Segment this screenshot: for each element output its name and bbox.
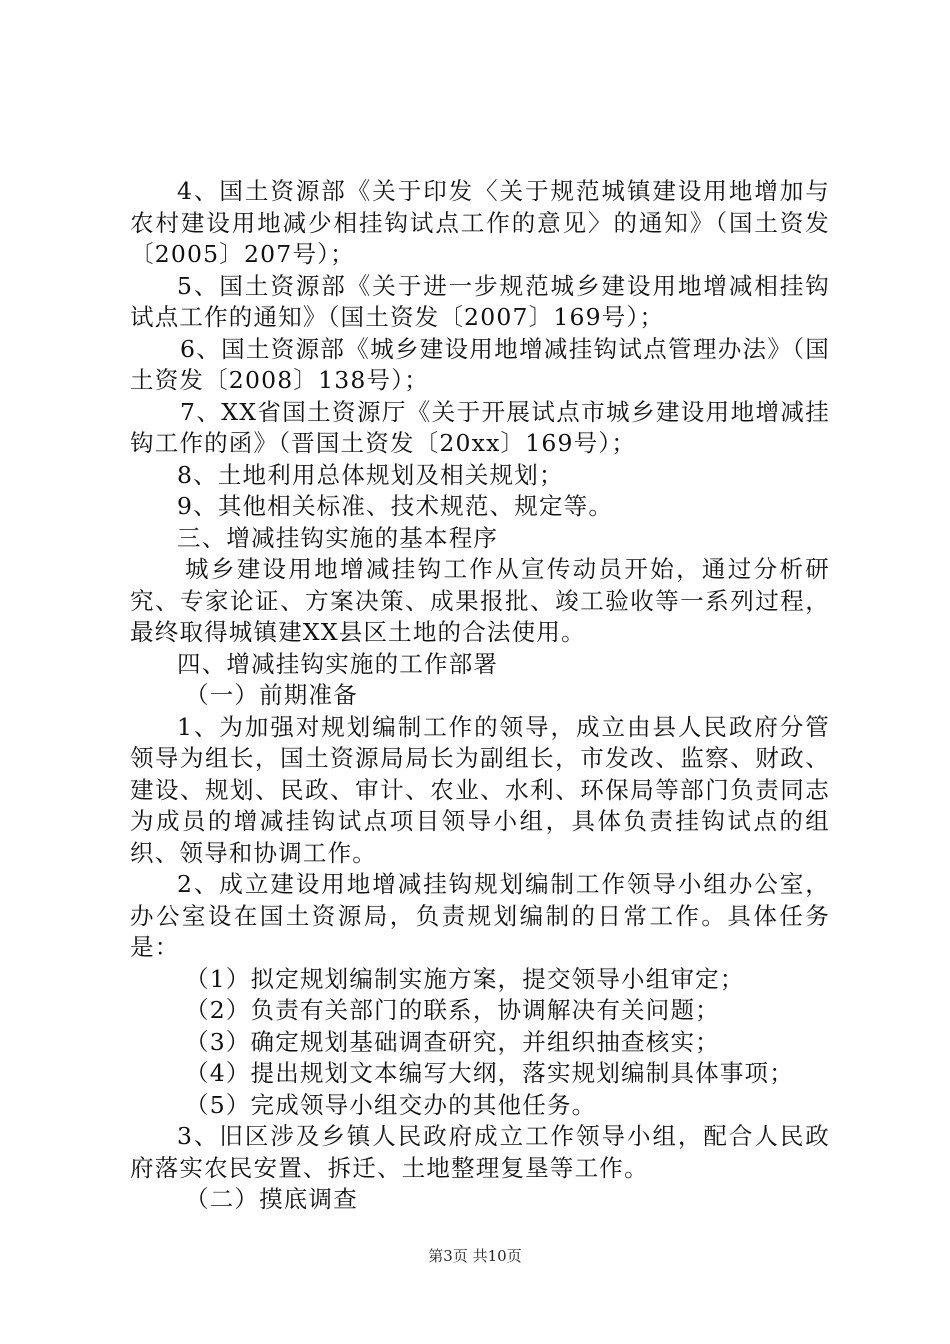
task-item-2: （2）负责有关部门的联系，协调解决有关问题； [185, 996, 720, 1024]
task-item-5: （5）完成领导小组交办的其他任务。 [185, 1090, 597, 1119]
paragraph-ref-6: 6、国土资源部《城乡建设用地增减挂钩试点管理办法》（国土资发〔2008〕138号）； [130, 334, 830, 394]
paragraph-ref-8: 8、土地利用总体规划及相关规划； [177, 460, 564, 489]
task-item-3: （3）确定规划基础调查研究，并组织抽查核实； [185, 1027, 720, 1056]
paragraph-ref-4: 4、国土资源部《关于印发〈关于规范城镇建设用地增加与农村建设用地减少相挂钩试点工作的意见〉的通知》（国土资发〔2005〕207号）； [130, 177, 830, 268]
paragraph-ref-7: 7、XX省国土资源厅《关于开展试点市城乡建设用地增减挂钩工作的函》（晋国土资发〔20xx〕169号）； [130, 397, 830, 457]
section-heading-4: 四、增减挂钩实施的工作部署 [177, 649, 499, 678]
paragraph-item-1: 1、为加强对规划编制工作的领导，成立由县人民政府分管领导为组长，国土资源局局长为副组长，市发改、监察、财政、建设、规划、民政、审计、农业、水利、环保局等部门负责同志为成员的增减挂钩试点项目领导小组，具体负责挂钩试点的组织、领导和协调工作。 [130, 712, 830, 867]
task-item-1: （1）拟定规划编制实施方案，提交领导小组审定； [185, 964, 745, 993]
document-body [130, 176, 830, 1216]
paragraph-item-3: 3、旧区涉及乡镇人民政府成立工作领导小组，配合人民政府落实农民安置、拆迁、土地整理复垦等工作。 [130, 1122, 830, 1182]
paragraph-procedure: 城乡建设用地增减挂钩工作从宣传动员开始，通过分析研究、专家论证、方案决策、成果报批、竣工验收等一系列过程，最终取得城镇建XX县区土地的合法使用。 [130, 555, 830, 646]
subsection-heading-1: （一）前期准备 [185, 681, 358, 709]
task-item-4: （4）提出规划文本编写大纲，落实规划编制具体事项； [185, 1059, 794, 1087]
paragraph-ref-5: 5、国土资源部《关于进一步规范城乡建设用地增减相挂钩试点工作的通知》（国土资发〔2007〕169号）； [130, 271, 830, 331]
subsection-heading-2: （二）摸底调查 [185, 1185, 358, 1213]
page-footer: 第3页 共10页 [428, 1247, 522, 1265]
section-heading-3: 三、增减挂钩实施的基本程序 [177, 523, 499, 552]
paragraph-ref-9: 9、其他相关标准、技术规范、规定等。 [177, 492, 614, 520]
paragraph-item-2: 2、成立建设用地增减挂钩规划编制工作领导小组办公室，办公室设在国土资源局，负责规划编制的日常工作。具体任务是： [130, 870, 830, 961]
